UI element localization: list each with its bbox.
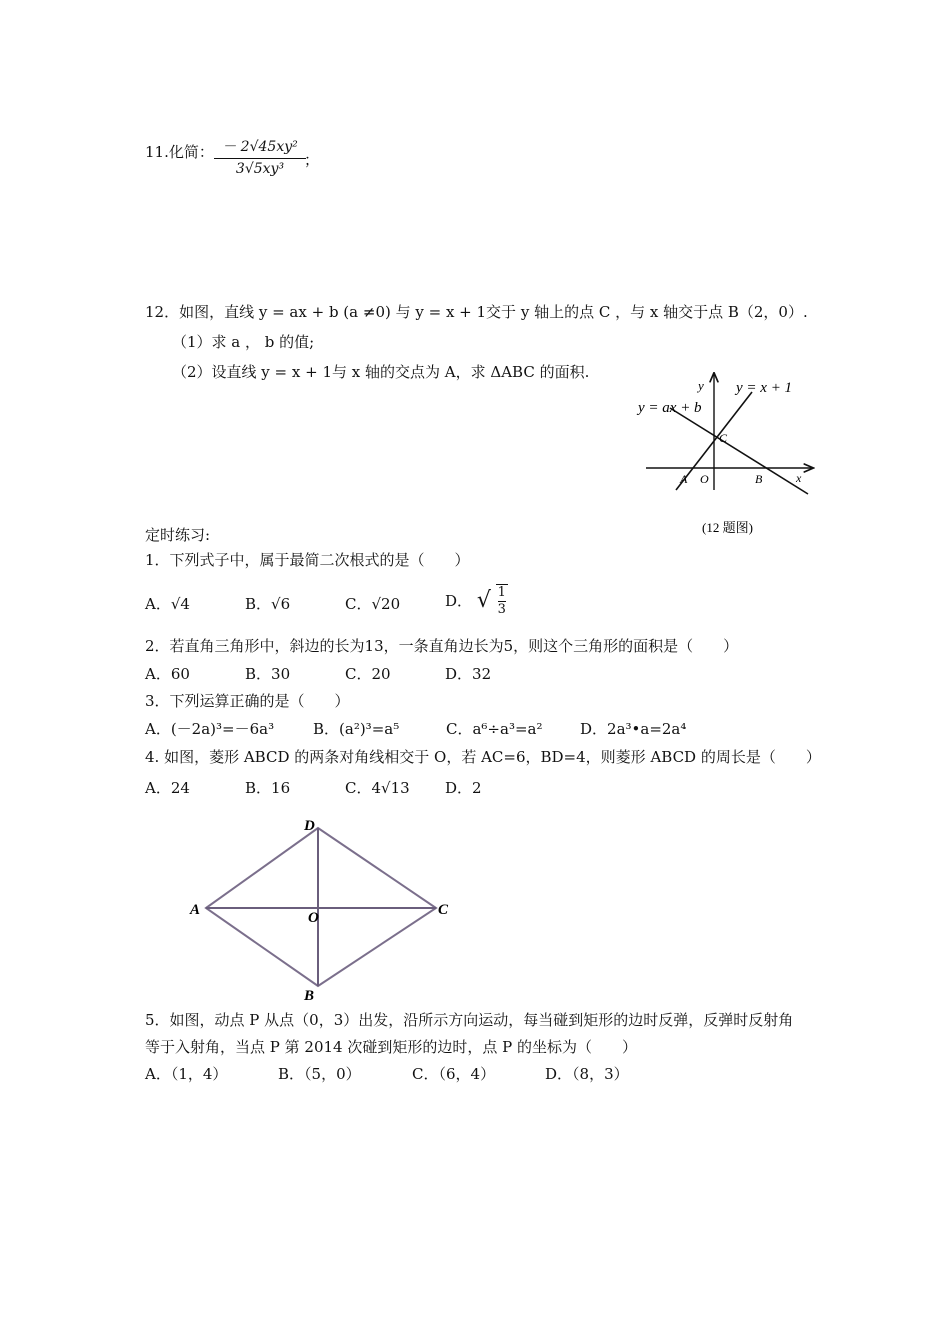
- q11-fraction-bar: [214, 158, 306, 159]
- q1-option-a: A．√4: [145, 595, 190, 613]
- q11-denominator: 3√5xy³: [235, 161, 285, 177]
- q1-stem: 1．下列式子中，属于最简二次根式的是（ ）: [145, 551, 470, 569]
- q1-option-d-num: 1: [497, 585, 506, 600]
- q3-option-a: A．(－2a)³=－6a³: [145, 720, 275, 738]
- q3-stem: 3．下列运算正确的是（ ）: [145, 692, 350, 710]
- q4-option-d: D．2: [445, 779, 482, 797]
- q12-label-O: O: [700, 472, 709, 486]
- q4-stem: 4. 如图，菱形 ABCD 的两条对角线相交于 O，若 AC=6，BD=4，则菱形 ABCD 的周长是（ ）: [145, 748, 821, 766]
- q5-option-a: A．（1，4）: [145, 1065, 228, 1083]
- q4-label-b: B: [304, 988, 315, 1004]
- q12-figure: [630, 372, 830, 542]
- q4-option-a: A．24: [145, 779, 190, 797]
- q12-label-C: C: [719, 431, 728, 445]
- q4-label-a: A: [190, 902, 201, 918]
- q4-label-d: D: [304, 818, 315, 834]
- q12-label-x: x: [796, 471, 802, 485]
- q2-stem: 2．若直角三角形中，斜边的长为13，一条直角边长为5，则这个三角形的面积是（ ）: [145, 637, 739, 655]
- q12-label-A: A: [680, 472, 688, 486]
- q1-option-d-radical: √: [476, 588, 491, 613]
- q5-option-b: B．（5，0）: [278, 1065, 361, 1083]
- q12-part2: （2）设直线 y = x + 1与 x 轴的交点为 A，求 ΔABC 的面积.: [172, 363, 590, 381]
- q1-option-d-prefix: D．: [445, 592, 473, 610]
- q12-line-ax-plus-b: [670, 408, 808, 494]
- q3-option-d: D．2a³•a=2a⁴: [580, 720, 687, 738]
- q2-option-a: A．60: [145, 665, 190, 683]
- q3-option-b: B．(a²)³=a⁵: [313, 720, 400, 738]
- q4-label-c: C: [438, 902, 449, 918]
- q5-option-c: C．（6，4）: [412, 1065, 496, 1083]
- q2-option-b: B．30: [245, 665, 291, 683]
- q12-label-eq1: y = x + 1: [736, 380, 793, 396]
- q2-option-c: C．20: [345, 665, 391, 683]
- q3-option-c: C．a⁶÷a³=a²: [446, 720, 543, 738]
- q4-option-b: B．16: [245, 779, 291, 797]
- q12-caption: (12 题图): [702, 520, 753, 535]
- q1-option-d-den: 3: [497, 602, 506, 617]
- q11-fraction: [214, 136, 306, 177]
- q12-stem: 12．如图，直线 y = ax + b (a ≠0) 与 y = x + 1交于 y 轴上的点 C ，与 x 轴交于点 B（2，0）.: [145, 303, 808, 321]
- q1-option-c: C．√20: [345, 595, 401, 613]
- q5-line2: 等于入射角，当点 P 第 2014 次碰到矩形的边时，点 P 的坐标为（ ）: [145, 1038, 637, 1056]
- q11-label: 11.化简：: [145, 143, 214, 161]
- q12-label-B: B: [755, 472, 763, 486]
- q5-option-d: D．（8，3）: [545, 1065, 629, 1083]
- q1-option-b: B．√6: [245, 595, 291, 613]
- q11-semicolon: ；: [304, 151, 320, 169]
- q4-label-o: O: [308, 910, 319, 926]
- q12-label-y: y: [698, 378, 704, 393]
- timed-heading: 定时练习:: [145, 526, 211, 544]
- q1-option-d: [445, 584, 508, 618]
- q12-part1: （1）求 a ， b 的值;: [172, 333, 315, 351]
- q12-label-eq2: y = ax + b: [638, 400, 702, 416]
- q4-option-c: C．4√13: [345, 779, 410, 797]
- q11-numerator: － 2√45xy²: [222, 139, 298, 155]
- q1-option-d-fraction: [496, 584, 508, 618]
- q5-line1: 5．如图，动点 P 从点（0，3）出发，沿所示方向运动，每当碰到矩形的边时反弹，反弹时反射角: [145, 1011, 794, 1029]
- q2-option-d: D．32: [445, 665, 492, 683]
- q4-rhombus-figure: [180, 810, 500, 1010]
